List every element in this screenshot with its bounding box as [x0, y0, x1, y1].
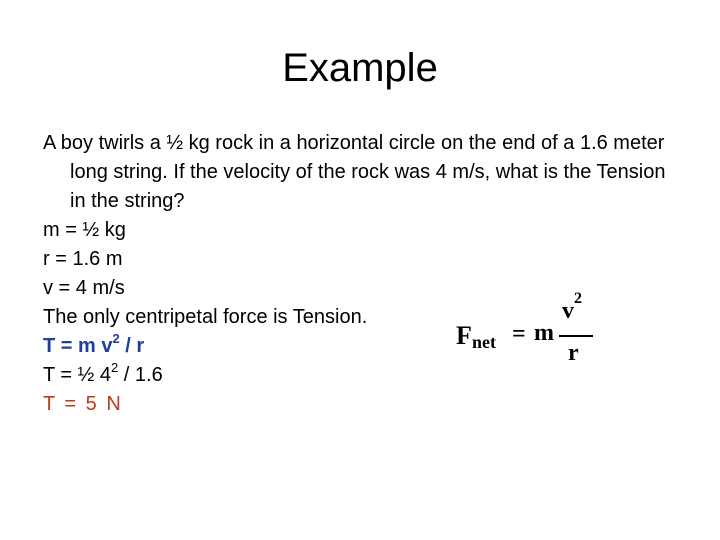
- problem-statement: A boy twirls a ½ kg rock in a horizontal circle on the end of a 1.6 meter long string. If the velocity of the rock was 4 m/s, what is the Tension in the string?: [43, 132, 666, 212]
- tension-equation-right: / r: [119, 335, 145, 357]
- formula-equals: =: [512, 321, 526, 347]
- formula-subscript: net: [472, 332, 496, 352]
- formula-numerator: [562, 290, 582, 325]
- formula-denominator: r: [568, 340, 579, 366]
- formula-numerator-exponent: 2: [574, 290, 582, 307]
- answer: T = 5 N: [43, 393, 123, 415]
- formula-F: F: [456, 321, 472, 350]
- net-force-formula: [456, 290, 606, 371]
- given-radius: r = 1.6 m: [43, 248, 123, 270]
- formula-v: v: [562, 298, 574, 324]
- force-statement: The only centripetal force is Tension.: [43, 306, 368, 328]
- substitution-right: / 1.6: [118, 364, 163, 386]
- tension-equation-exponent: 2: [112, 331, 120, 347]
- given-mass: m = ½ kg: [43, 219, 126, 241]
- given-velocity: v = 4 m/s: [43, 277, 125, 299]
- substitution-left: T = ½ 4: [43, 364, 112, 386]
- substitution-exponent: 2: [111, 360, 119, 376]
- formula-m: m: [534, 320, 554, 346]
- slide-body: [43, 129, 683, 419]
- fraction-bar: [559, 335, 593, 337]
- tension-equation-left: T = m v: [43, 335, 113, 357]
- slide-title: Example: [282, 46, 438, 90]
